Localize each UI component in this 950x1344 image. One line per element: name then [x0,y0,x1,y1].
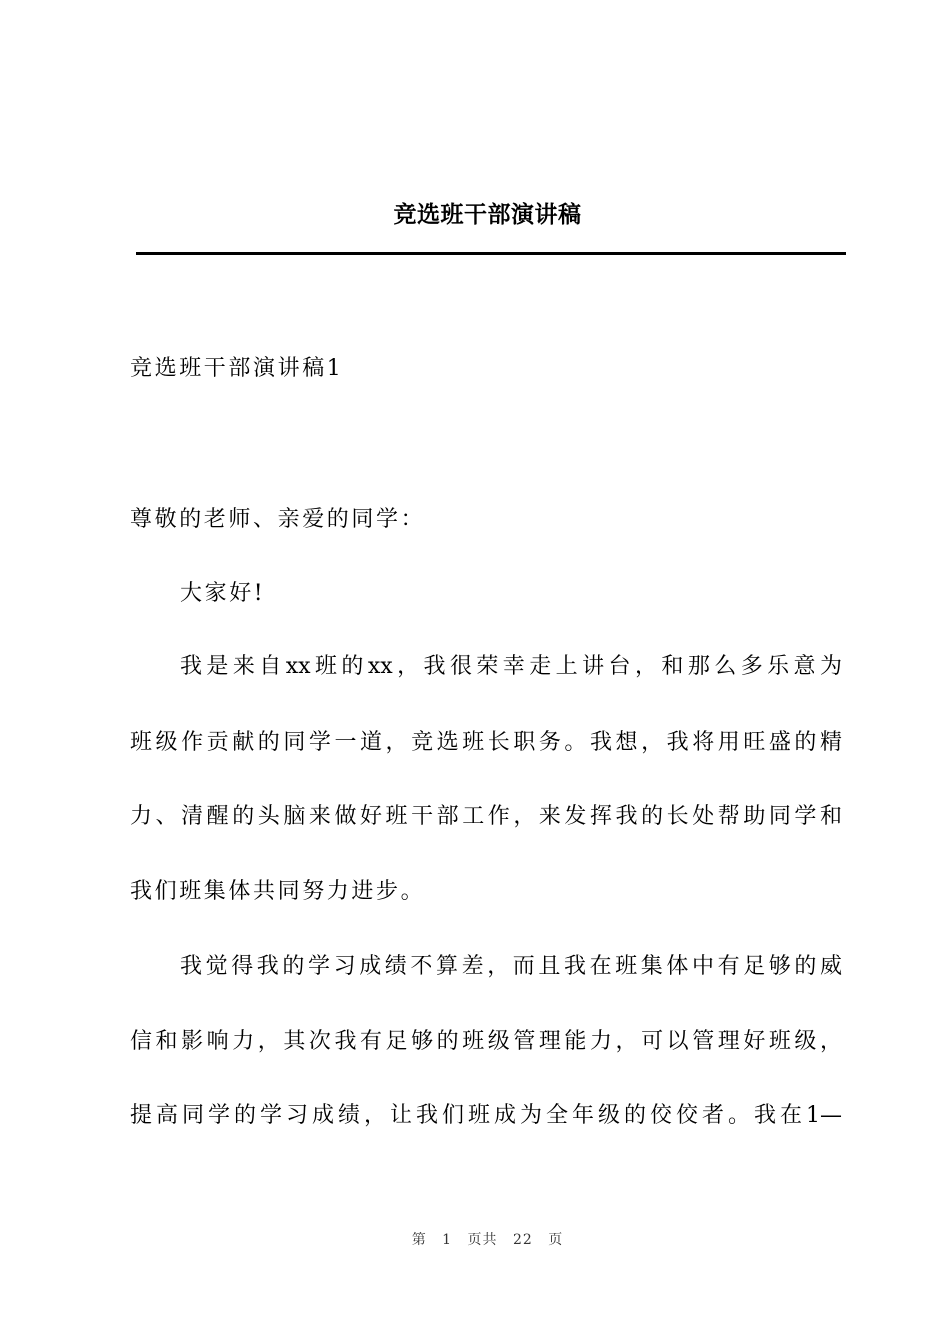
paragraph-2-line-1: 我觉得我的学习成绩不算差，而且我在班集体中有足够的威 [180,954,842,979]
paragraph-1-line-3: 力、清醒的头脑来做好班干部工作，来发挥我的长处帮助同学和 [130,804,842,829]
paragraph-2-line-3: 提高同学的学习成绩，让我们班成为全年级的佼佼者。我在1— [130,1103,842,1128]
title-underline [136,252,846,255]
document-title: 竞选班干部演讲稿 [393,201,582,228]
page-number-footer: 第 1 页共 22 页 [411,1232,564,1248]
paragraph-2-line-2: 信和影响力，其次我有足够的班级管理能力，可以管理好班级， [130,1029,842,1054]
section-heading: 竞选班干部演讲稿1 [130,356,344,381]
paragraph-1-line-4: 我们班集体共同努力进步。 [130,879,426,904]
paragraph-1-line-1: 我是来自xx班的xx，我很荣幸走上讲台，和那么多乐意为 [180,654,842,679]
greeting: 大家好! [180,581,266,606]
salutation: 尊敬的老师、亲爱的同学： [130,507,426,532]
paragraph-1-line-2: 班级作贡献的同学一道，竞选班长职务。我想，我将用旺盛的精 [130,730,842,755]
